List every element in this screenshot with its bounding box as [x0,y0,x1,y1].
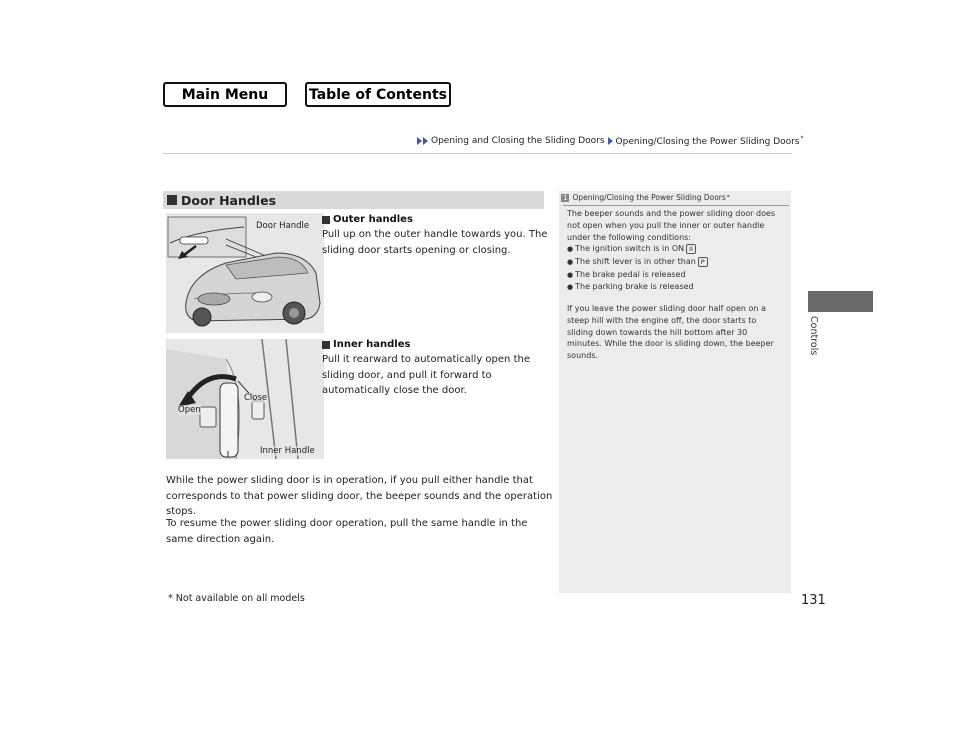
square-bullet-icon [322,341,330,349]
inner-handles-text: Pull it rearward to automatically open the sliding door, and pull it forward to automatically close the door. [322,354,530,396]
note-title-text: Opening/Closing the Power Sliding Doors [572,193,726,202]
breadcrumb [417,135,804,147]
inner-handle-illustration [166,339,324,459]
note-title-marker: * [726,194,730,201]
footnote: * Not available on all models [168,593,305,604]
square-bullet-icon [322,216,330,224]
breadcrumb-level-2[interactable] [616,135,804,147]
list-item [567,281,782,294]
chapter-tab-label: Controls [808,316,819,356]
note-index-badge: 1 [563,193,568,202]
breadcrumb-level-2-text: Opening/Closing the Power Sliding Doors [615,137,800,147]
outer-handles-title: Outer handles [333,214,413,225]
inner-handles-title: Inner handles [333,339,411,350]
outer-handles-heading [322,214,413,225]
section-heading [163,191,544,209]
note-condition-text: The parking brake is released [575,282,694,292]
note-title [559,193,791,202]
note-condition-text: The ignition switch is in ON [575,244,685,253]
section-title: Door Handles [181,192,277,208]
list-item [567,269,782,282]
figure-label-close: Close [244,393,268,403]
outer-handles-text: Pull up on the outer handle towards you. The sliding door starts opening or closing. [322,229,548,256]
body-paragraph-resume: To resume the power sliding door operation, pull the same handle in the same direction again. [166,518,528,545]
minivan-illustration [166,213,324,333]
figure-label-inner-handle: Inner Handle [260,446,315,456]
breadcrumb-level-1[interactable]: Opening and Closing the Sliding Doors [431,136,605,146]
note-condition-text: The shift lever is in other than [575,256,696,266]
list-item [567,243,782,256]
outer-handle-illustration [166,213,324,333]
figure-label-open: Open [178,405,201,415]
header-divider [163,153,792,154]
table-of-contents-button[interactable]: Table of Contents [305,82,451,107]
square-bullet-icon [167,195,177,205]
breadcrumb-arrow-icon [608,137,613,145]
note-intro-text: The beeper sounds and the power sliding door does not open when you pull the inner or outer handle under the following conditions: [567,209,776,242]
list-item [567,256,782,269]
note-divider [563,205,789,206]
page-number: 131 [801,593,826,608]
breadcrumb-marker: * [800,135,804,142]
body-paragraph-operation-stop: While the power sliding door is in operation, if you pull either handle that corresponds to that power sliding door, the beeper sounds and the operation stops. [166,475,553,517]
breadcrumb-arrow-icon [417,137,428,145]
note-hill-warning-text: If you leave the power sliding door half open on a steep hill with the engine off, the door starts to sliding down towards the hill bottom after 30 minutes. While the door is sliding down, the beeper sounds. [567,304,774,361]
inner-handles-heading [322,339,410,350]
chapter-tab[interactable] [808,291,873,312]
figure-label-door-handle: Door Handle [256,221,310,231]
note-condition-text: The brake pedal is released [575,269,686,279]
main-menu-button[interactable]: Main Menu [163,82,287,107]
shift-position-key: P [698,257,708,267]
note-condition-list [567,243,782,294]
ignition-position-key: II [686,244,696,254]
